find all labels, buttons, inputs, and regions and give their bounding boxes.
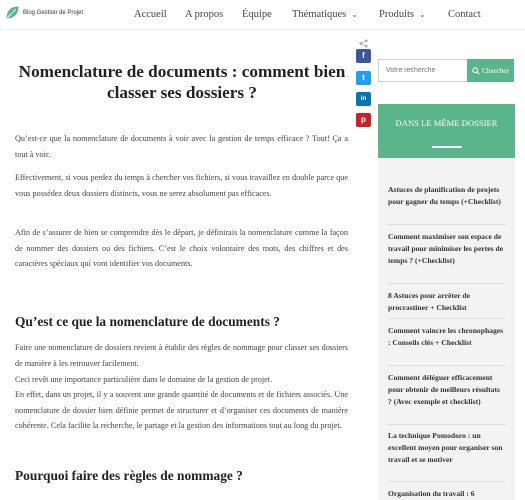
divider bbox=[388, 224, 505, 225]
nav-item-a-propos[interactable] bbox=[185, 9, 223, 20]
chevron-down-icon: ⌄ bbox=[351, 10, 358, 19]
cut-off-text bbox=[15, 492, 348, 500]
related-post-link[interactable]: 8 Astuces pour arrêter de procrastiner + Checklist bbox=[388, 291, 470, 312]
nav-label: A propos bbox=[185, 9, 224, 20]
related-post-link[interactable]: Comment déléguer efficacement pour obtenir de meilleurs résultats ? (Avec exemple et checklist) bbox=[388, 373, 500, 406]
article-content bbox=[0, 30, 360, 500]
linkedin-icon[interactable] bbox=[356, 92, 371, 106]
body-paragraph: Ceci revêt une importance particulière dans le domaine de la gestion de projet. bbox=[15, 375, 273, 384]
widget-title: DANS LE MÊME DOSSIER bbox=[395, 118, 498, 128]
search-input[interactable] bbox=[378, 59, 468, 82]
search-button-label: Chercher bbox=[481, 66, 510, 75]
chevron-down-icon: ⌄ bbox=[419, 10, 426, 19]
share-glyph: t bbox=[362, 73, 365, 82]
share-glyph: in bbox=[360, 95, 367, 102]
divider bbox=[388, 283, 505, 284]
leaf-logo-icon bbox=[4, 4, 21, 21]
pinterest-icon[interactable] bbox=[356, 113, 371, 127]
search-icon bbox=[472, 67, 480, 75]
body-paragraph: En effet, dans un projet, il y a souvent une grande quantité de documents et de fichiers associés. Une nomenclature de dossier bien définie permet de structurer et d’organiser ces documents de manière cohérente. Cela facilite la recherche, le partage et la gestion des informations tout au long du projet. bbox=[15, 390, 348, 431]
related-post-link[interactable]: Comment vaincre les chronophages : Conseils clés + Checklist bbox=[388, 326, 504, 347]
nav-item-produits[interactable] bbox=[379, 9, 426, 20]
related-post-link[interactable]: La technique Pomodoro : un excellent moyen pour organiser son travail et se motiver bbox=[388, 431, 503, 464]
nav-label: Équipe bbox=[242, 9, 272, 20]
section-heading: Qu’est ce que la nomenclature de documents ? bbox=[15, 314, 280, 329]
facebook-icon[interactable] bbox=[356, 49, 371, 63]
twitter-icon[interactable] bbox=[356, 71, 371, 85]
related-posts-widget bbox=[378, 104, 515, 500]
site-header bbox=[0, 0, 525, 30]
nav-item-accueil[interactable] bbox=[134, 9, 167, 20]
nav-label: Accueil bbox=[134, 9, 167, 20]
related-post-link[interactable]: Organisation du travail : 6 bbox=[388, 489, 475, 498]
intro-paragraph: Effectivement, si vous perdez du temps à chercher vos fichiers, si vous travaillez en double parce que vous possédez deux dossiers distincts, vous ne serez absolument pas efficaces. bbox=[15, 173, 348, 198]
share-glyph: p bbox=[361, 115, 366, 124]
related-post-link[interactable]: Astuces de planification de projets pour gagner du temps (+Checklist) bbox=[388, 185, 501, 206]
divider bbox=[388, 424, 505, 425]
nav-item-thematiques[interactable] bbox=[292, 9, 358, 20]
divider bbox=[432, 146, 462, 148]
related-post-link[interactable]: Comment maximiser son espace de travail pour minimiser les pertes de temps ? (+Checklist) bbox=[388, 232, 504, 265]
nav-label: Contact bbox=[448, 9, 481, 20]
divider bbox=[388, 481, 505, 482]
nav-item-contact[interactable] bbox=[448, 9, 481, 20]
body-paragraph: Faire une nomenclature de dossiers revient à établir des règles de nommage pour classer ses dossiers de manière à les retrouver facilement. bbox=[15, 343, 348, 368]
logo-text: Blog Gestion de Projet bbox=[23, 9, 84, 16]
intro-paragraph: Afin de s’assurer de bien se comprendre dès le départ, je définirais la nomenclature comme la façon de nommer des dossiers ou des fichiers. C’est le choix volontaire des mots, des chiffres et des caractères spéciaux qui vont identifier vos documents. bbox=[15, 228, 348, 269]
site-logo[interactable] bbox=[4, 4, 83, 21]
search-button[interactable] bbox=[467, 59, 514, 82]
divider bbox=[388, 365, 505, 366]
nav-item-equipe[interactable] bbox=[242, 9, 272, 20]
article-title: Nomenclature de documents : comment bien classer ses dossiers ? bbox=[18, 62, 346, 102]
widget-header bbox=[378, 104, 515, 158]
share-glyph: f bbox=[362, 51, 365, 60]
intro-paragraph: Qu’est-ce que la nomenclature de documents à voir avec la gestion de temps efficace ? Tout! Ça a tout à voir. bbox=[15, 134, 348, 159]
nav-label: Produits bbox=[379, 9, 415, 20]
divider bbox=[388, 318, 505, 319]
nav-label: Thématiques bbox=[292, 9, 347, 20]
section-heading: Pourquoi faire des règles de nommage ? bbox=[15, 468, 243, 483]
share-icon bbox=[359, 39, 368, 48]
